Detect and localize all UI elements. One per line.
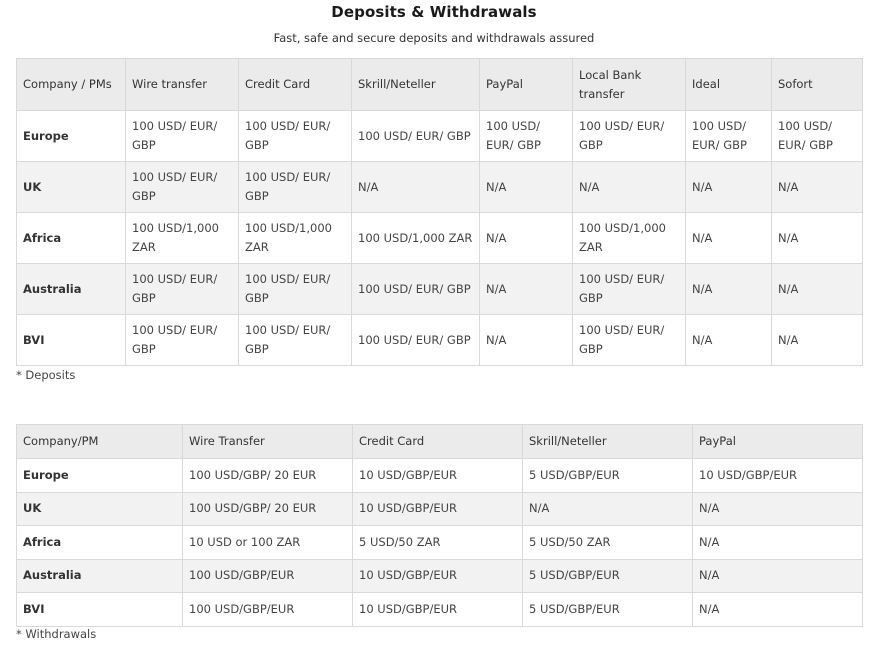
table-cell: 100 USD/ EUR/ GBP	[480, 111, 573, 162]
table-cell: 5 USD/GBP/EUR	[523, 459, 693, 493]
withdrawals-note: * Withdrawals	[16, 627, 97, 641]
table-cell: N/A	[772, 162, 863, 213]
table-cell: N/A	[686, 264, 772, 315]
withdrawals-col-wire-transfer: Wire Transfer	[183, 425, 353, 459]
table-row	[17, 459, 863, 493]
table-cell: 10 USD/GBP/EUR	[353, 559, 523, 593]
table-row	[17, 162, 863, 213]
table-cell: 5 USD/GBP/EUR	[523, 593, 693, 627]
table-row	[17, 526, 863, 560]
deposits-col-sofort: Sofort	[772, 59, 863, 111]
table-cell: 100 USD/ EUR/ GBP	[126, 264, 239, 315]
table-cell: 100 USD/ EUR/ GBP	[126, 315, 239, 366]
deposits-col-local-bank: Local Bank transfer	[573, 59, 686, 111]
deposits-col-credit-card: Credit Card	[239, 59, 352, 111]
withdrawals-col-company: Company/PM	[17, 425, 183, 459]
deposits-col-company: Company / PMs	[17, 59, 126, 111]
deposits-col-ideal: Ideal	[686, 59, 772, 111]
table-cell: 5 USD/50 ZAR	[353, 526, 523, 560]
table-cell: 100 USD/GBP/EUR	[183, 593, 353, 627]
table-row	[17, 559, 863, 593]
row-label: UK	[17, 162, 126, 213]
table-cell: 5 USD/GBP/EUR	[523, 559, 693, 593]
deposits-col-wire-transfer: Wire transfer	[126, 59, 239, 111]
table-cell: N/A	[523, 492, 693, 526]
deposits-col-skrill-neteller: Skrill/Neteller	[352, 59, 480, 111]
table-cell: 10 USD/GBP/EUR	[353, 492, 523, 526]
table-row	[17, 492, 863, 526]
table-cell: 100 USD/GBP/ 20 EUR	[183, 492, 353, 526]
withdrawals-col-skrill-neteller: Skrill/Neteller	[523, 425, 693, 459]
deposits-note: * Deposits	[16, 368, 76, 382]
table-cell: N/A	[573, 162, 686, 213]
row-label: BVI	[17, 593, 183, 627]
row-label: Africa	[17, 526, 183, 560]
page-subtitle: Fast, safe and secure deposits and withdrawals assured	[273, 31, 595, 45]
table-cell: 100 USD/ EUR/ GBP	[573, 264, 686, 315]
table-cell: N/A	[693, 593, 863, 627]
deposits-header-row	[17, 59, 863, 111]
table-cell: 100 USD/ EUR/ GBP	[239, 162, 352, 213]
withdrawals-col-credit-card: Credit Card	[353, 425, 523, 459]
row-label: UK	[17, 492, 183, 526]
table-cell: 100 USD/GBP/ 20 EUR	[183, 459, 353, 493]
table-cell: N/A	[693, 526, 863, 560]
table-cell: 10 USD/GBP/EUR	[353, 593, 523, 627]
table-cell: 100 USD/ EUR/ GBP	[772, 111, 863, 162]
table-cell: 100 USD/ EUR/ GBP	[239, 111, 352, 162]
table-cell: 100 USD/ EUR/ GBP	[573, 111, 686, 162]
row-label: Europe	[17, 111, 126, 162]
table-cell: N/A	[772, 264, 863, 315]
withdrawals-header-row	[17, 425, 863, 459]
table-cell: N/A	[686, 315, 772, 366]
table-row	[17, 593, 863, 627]
table-cell: N/A	[686, 213, 772, 264]
table-row	[17, 264, 863, 315]
page-title: Deposits & Withdrawals	[331, 3, 537, 21]
row-label: BVI	[17, 315, 126, 366]
table-cell: 5 USD/50 ZAR	[523, 526, 693, 560]
table-row	[17, 111, 863, 162]
withdrawals-col-paypal: PayPal	[693, 425, 863, 459]
table-row	[17, 315, 863, 366]
table-cell: N/A	[772, 213, 863, 264]
table-row	[17, 213, 863, 264]
deposits-col-paypal: PayPal	[480, 59, 573, 111]
table-cell: 100 USD/GBP/EUR	[183, 559, 353, 593]
table-cell: 100 USD/ EUR/ GBP	[126, 111, 239, 162]
table-cell: N/A	[693, 492, 863, 526]
table-cell: 10 USD/GBP/EUR	[353, 459, 523, 493]
table-cell: N/A	[686, 162, 772, 213]
deposits-table	[16, 58, 863, 366]
table-cell: 100 USD/1,000 ZAR	[126, 213, 239, 264]
table-cell: N/A	[693, 559, 863, 593]
row-label: Australia	[17, 264, 126, 315]
table-cell: N/A	[480, 264, 573, 315]
table-cell: 100 USD/ EUR/ GBP	[352, 111, 480, 162]
table-cell: 100 USD/ EUR/ GBP	[352, 264, 480, 315]
table-cell: 100 USD/1,000 ZAR	[352, 213, 480, 264]
table-cell: N/A	[480, 213, 573, 264]
table-cell: 100 USD/ EUR/ GBP	[573, 315, 686, 366]
table-cell: 100 USD/ EUR/ GBP	[239, 264, 352, 315]
table-cell: 100 USD/ EUR/ GBP	[239, 315, 352, 366]
table-cell: 100 USD/1,000 ZAR	[239, 213, 352, 264]
table-cell: N/A	[480, 315, 573, 366]
table-cell: 100 USD/ EUR/ GBP	[686, 111, 772, 162]
table-cell: 100 USD/ EUR/ GBP	[352, 315, 480, 366]
row-label: Africa	[17, 213, 126, 264]
table-cell: 10 USD/GBP/EUR	[693, 459, 863, 493]
table-cell: 10 USD or 100 ZAR	[183, 526, 353, 560]
withdrawals-table	[16, 424, 863, 627]
table-cell: N/A	[352, 162, 480, 213]
table-cell: 100 USD/1,000 ZAR	[573, 213, 686, 264]
row-label: Europe	[17, 459, 183, 493]
table-cell: 100 USD/ EUR/ GBP	[126, 162, 239, 213]
table-cell: N/A	[772, 315, 863, 366]
row-label: Australia	[17, 559, 183, 593]
table-cell: N/A	[480, 162, 573, 213]
